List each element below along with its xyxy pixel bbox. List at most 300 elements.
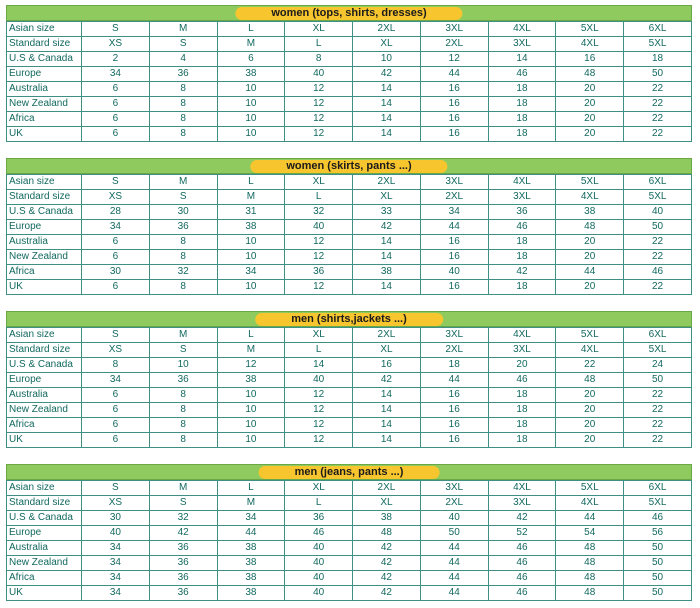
table-row [7,175,692,190]
size-cell: 18 [420,358,488,373]
size-table-section [6,311,692,448]
size-cell: 10 [149,358,217,373]
size-cell: 14 [353,388,421,403]
size-cell: 12 [285,97,353,112]
size-cell: 22 [624,388,692,403]
size-cell: 12 [285,280,353,295]
size-cell: 38 [217,373,285,388]
size-cell: 34 [82,586,150,601]
size-cell: 14 [353,235,421,250]
section-title: women (tops, shirts, dresses) [235,7,462,20]
size-cell: 2XL [353,481,421,496]
size-cell: 40 [420,265,488,280]
size-cell: 22 [624,112,692,127]
size-cell: 56 [624,526,692,541]
size-cell: 10 [217,97,285,112]
row-label: UK [7,586,82,601]
size-cell: 14 [353,418,421,433]
size-cell: 12 [285,235,353,250]
row-label: Africa [7,112,82,127]
size-cell: 8 [149,82,217,97]
size-cell: 18 [488,433,556,448]
size-cell: 5XL [556,175,624,190]
size-cell: XS [82,496,150,511]
size-cell: 3XL [420,175,488,190]
row-label: Standard size [7,496,82,511]
table-row [7,556,692,571]
table-row [7,433,692,448]
size-cell: 36 [149,220,217,235]
size-cell: 38 [217,586,285,601]
size-cell: 50 [624,67,692,82]
row-label: Australia [7,82,82,97]
row-label: Europe [7,373,82,388]
size-cell: 14 [353,127,421,142]
size-cell: 4XL [556,343,624,358]
size-cell: 48 [353,526,421,541]
size-cell: 44 [420,220,488,235]
size-cell: 42 [488,511,556,526]
section-header-bar [6,464,692,480]
size-cell: 20 [556,403,624,418]
size-cell: 16 [420,127,488,142]
row-label: Europe [7,67,82,82]
size-cell: M [149,481,217,496]
size-cell: 18 [488,97,556,112]
size-cell: S [82,328,150,343]
size-cell: 8 [82,358,150,373]
size-cell: 18 [488,250,556,265]
size-cell: 22 [624,418,692,433]
size-cell: 44 [420,67,488,82]
size-cell: 8 [149,127,217,142]
size-cell: 54 [556,526,624,541]
size-cell: 3XL [488,496,556,511]
size-cell: 38 [353,511,421,526]
size-cell: S [82,481,150,496]
size-cell: 22 [624,280,692,295]
size-cell: 6 [82,97,150,112]
size-cell: 20 [556,388,624,403]
row-label: Africa [7,418,82,433]
table-row [7,481,692,496]
row-label: New Zealand [7,250,82,265]
size-cell: 22 [624,97,692,112]
size-cell: 20 [556,82,624,97]
size-cell: 16 [420,235,488,250]
table-row [7,205,692,220]
size-table [6,327,692,448]
size-cell: 40 [285,220,353,235]
size-cell: 48 [556,571,624,586]
size-cell: 32 [149,511,217,526]
size-cell: 36 [149,373,217,388]
size-cell: 44 [420,373,488,388]
size-cell: 48 [556,541,624,556]
size-cell: 4XL [488,328,556,343]
table-row [7,112,692,127]
section-title: men (jeans, pants ...) [259,466,440,479]
size-cell: 46 [488,571,556,586]
table-row [7,586,692,601]
table-row [7,67,692,82]
size-cell: 10 [217,433,285,448]
size-cell: 50 [624,586,692,601]
row-label: Europe [7,526,82,541]
size-cell: 4XL [556,496,624,511]
size-cell: 2XL [420,343,488,358]
size-cell: 20 [556,433,624,448]
size-cell: 8 [149,235,217,250]
size-cell: 14 [353,97,421,112]
size-cell: 12 [285,388,353,403]
size-cell: 50 [624,556,692,571]
size-cell: 10 [217,127,285,142]
size-cell: XL [285,22,353,37]
size-cell: 16 [420,97,488,112]
row-label: Australia [7,235,82,250]
size-cell: XL [285,328,353,343]
size-cell: 48 [556,67,624,82]
size-cell: 6XL [624,481,692,496]
size-cell: 10 [217,403,285,418]
row-label: Australia [7,541,82,556]
size-cell: 50 [624,571,692,586]
size-cell: 14 [353,112,421,127]
size-cell: 22 [624,127,692,142]
size-cell: 46 [488,67,556,82]
size-cell: 2XL [353,22,421,37]
size-table-section [6,5,692,142]
size-cell: 10 [217,388,285,403]
size-cell: 16 [420,250,488,265]
size-cell: 8 [149,280,217,295]
size-cell: 4XL [488,481,556,496]
size-cell: 12 [285,433,353,448]
size-cell: 6 [82,112,150,127]
table-row [7,328,692,343]
table-row [7,343,692,358]
size-cell: 4XL [556,190,624,205]
size-cell: 6XL [624,328,692,343]
size-cell: 40 [285,586,353,601]
size-cell: L [285,190,353,205]
size-cell: 28 [82,205,150,220]
size-cell: S [149,343,217,358]
size-cell: 20 [556,112,624,127]
size-cell: 8 [149,388,217,403]
size-cell: 22 [624,433,692,448]
size-cell: 36 [488,205,556,220]
size-cell: 3XL [420,328,488,343]
size-cell: S [149,496,217,511]
size-table [6,174,692,295]
size-cell: 42 [353,571,421,586]
row-label: New Zealand [7,403,82,418]
size-cell: 38 [217,67,285,82]
size-cell: 16 [353,358,421,373]
size-cell: 3XL [420,22,488,37]
size-cell: 14 [353,403,421,418]
row-label: U.S & Canada [7,205,82,220]
table-row [7,373,692,388]
size-cell: 42 [353,541,421,556]
size-cell: XS [82,37,150,52]
size-cell: 18 [488,82,556,97]
size-table-section [6,158,692,295]
row-label: U.S & Canada [7,358,82,373]
row-label: U.S & Canada [7,52,82,67]
size-cell: L [285,37,353,52]
size-cell: 2XL [353,328,421,343]
size-cell: 22 [624,235,692,250]
size-cell: 40 [82,526,150,541]
section-header-bar [6,5,692,21]
row-label: UK [7,433,82,448]
size-cell: 44 [420,571,488,586]
size-cell: 18 [488,127,556,142]
size-cell: 36 [149,571,217,586]
size-cell: 40 [285,556,353,571]
size-cell: 38 [217,556,285,571]
size-cell: 18 [488,418,556,433]
row-label: New Zealand [7,97,82,112]
size-cell: L [217,175,285,190]
size-cell: 42 [488,265,556,280]
row-label: Asian size [7,22,82,37]
size-cell: 30 [82,265,150,280]
size-cell: 14 [488,52,556,67]
table-row [7,52,692,67]
row-label: Standard size [7,343,82,358]
table-row [7,37,692,52]
size-cell: 38 [217,220,285,235]
size-cell: 40 [285,571,353,586]
size-cell: M [217,343,285,358]
table-row [7,265,692,280]
section-title: men (shirts,jackets ...) [255,313,443,326]
size-cell: 6 [82,82,150,97]
row-label: UK [7,280,82,295]
size-cell: 6 [82,280,150,295]
size-cell: 3XL [488,37,556,52]
size-cell: 22 [624,82,692,97]
size-cell: 20 [556,280,624,295]
size-cell: 6 [82,418,150,433]
size-cell: 3XL [488,190,556,205]
section-header-bar [6,311,692,327]
size-cell: 16 [420,280,488,295]
size-cell: 5XL [556,328,624,343]
size-cell: 34 [420,205,488,220]
size-cell: 44 [217,526,285,541]
size-cell: 42 [353,67,421,82]
size-cell: 20 [556,418,624,433]
row-label: Asian size [7,481,82,496]
size-cell: 40 [285,541,353,556]
size-cell: 44 [420,586,488,601]
size-cell: L [285,343,353,358]
size-cell: 46 [488,586,556,601]
table-row [7,541,692,556]
section-title: women (skirts, pants ...) [250,160,447,173]
size-cell: 16 [420,418,488,433]
size-cell: XS [82,343,150,358]
size-cell: 14 [353,280,421,295]
size-cell: 46 [488,220,556,235]
size-cell: 4XL [488,22,556,37]
size-cell: 14 [353,82,421,97]
table-row [7,496,692,511]
size-cell: 16 [420,82,488,97]
table-row [7,190,692,205]
size-cell: S [82,22,150,37]
size-cell: 10 [217,82,285,97]
size-cell: 14 [353,433,421,448]
size-cell: 50 [624,541,692,556]
size-cell: 14 [285,358,353,373]
row-label: Africa [7,571,82,586]
size-cell: 40 [624,205,692,220]
size-cell: 46 [488,373,556,388]
row-label: Asian size [7,328,82,343]
size-table [6,21,692,142]
size-cell: 30 [82,511,150,526]
row-label: Africa [7,265,82,280]
size-cell: 46 [488,541,556,556]
row-label: Australia [7,388,82,403]
size-cell: XL [353,343,421,358]
size-cell: 50 [624,373,692,388]
size-cell: 10 [217,235,285,250]
size-cell: 3XL [488,343,556,358]
table-row [7,82,692,97]
size-cell: 18 [488,403,556,418]
size-cell: 48 [556,373,624,388]
size-cell: 10 [217,418,285,433]
table-row [7,280,692,295]
row-label: Asian size [7,175,82,190]
table-row [7,526,692,541]
size-cell: 12 [285,250,353,265]
size-cell: 36 [149,67,217,82]
size-cell: 18 [488,235,556,250]
row-label: Europe [7,220,82,235]
size-cell: 50 [624,220,692,235]
size-cell: 6 [82,235,150,250]
table-row [7,388,692,403]
row-label: U.S & Canada [7,511,82,526]
size-cell: M [149,175,217,190]
size-cell: 44 [556,265,624,280]
table-row [7,571,692,586]
size-cell: 4 [149,52,217,67]
size-cell: XL [353,37,421,52]
size-cell: 32 [285,205,353,220]
size-cell: 40 [285,373,353,388]
size-cell: 48 [556,586,624,601]
table-row [7,220,692,235]
size-cell: 34 [82,67,150,82]
size-cell: 6XL [624,175,692,190]
size-cell: S [82,175,150,190]
size-cell: 36 [149,556,217,571]
size-cell: XL [353,496,421,511]
size-cell: 32 [149,265,217,280]
size-cell: 42 [353,220,421,235]
size-cell: XL [285,481,353,496]
size-cell: M [149,22,217,37]
size-cell: M [149,328,217,343]
size-cell: 6 [82,127,150,142]
table-row [7,403,692,418]
size-cell: M [217,496,285,511]
size-cell: 20 [556,97,624,112]
size-cell: 34 [82,541,150,556]
size-cell: 48 [556,220,624,235]
size-cell: 12 [285,112,353,127]
size-cell: 22 [556,358,624,373]
size-cell: 36 [285,265,353,280]
size-cell: 36 [149,586,217,601]
size-cell: 42 [353,556,421,571]
size-cell: 8 [149,433,217,448]
size-cell: 2XL [420,37,488,52]
size-cell: L [217,481,285,496]
size-cell: 16 [420,433,488,448]
row-label: Standard size [7,37,82,52]
size-cell: L [217,328,285,343]
size-cell: 22 [624,403,692,418]
size-cell: 44 [420,541,488,556]
size-cell: 6 [82,403,150,418]
size-cell: 18 [624,52,692,67]
size-cell: 2 [82,52,150,67]
size-cell: 46 [624,511,692,526]
size-cell: 31 [217,205,285,220]
table-row [7,418,692,433]
table-row [7,97,692,112]
size-cell: 6 [82,433,150,448]
size-cell: 34 [217,265,285,280]
size-cell: 10 [217,250,285,265]
size-cell: S [149,190,217,205]
size-cell: 10 [217,112,285,127]
size-cell: 12 [420,52,488,67]
size-cell: 5XL [624,343,692,358]
size-cell: 36 [149,541,217,556]
size-cell: L [285,496,353,511]
size-cell: 10 [353,52,421,67]
size-cell: 16 [420,403,488,418]
size-cell: 36 [285,511,353,526]
size-cell: 46 [285,526,353,541]
size-cell: 2XL [353,175,421,190]
size-cell: 3XL [420,481,488,496]
size-cell: 44 [556,511,624,526]
size-cell: 44 [420,556,488,571]
size-cell: 4XL [488,175,556,190]
size-cell: 8 [149,403,217,418]
size-cell: L [217,22,285,37]
size-cell: 20 [556,127,624,142]
size-cell: 18 [488,388,556,403]
size-cell: M [217,37,285,52]
size-cell: 5XL [556,22,624,37]
size-cell: 18 [488,280,556,295]
size-cell: 30 [149,205,217,220]
size-cell: 5XL [624,37,692,52]
